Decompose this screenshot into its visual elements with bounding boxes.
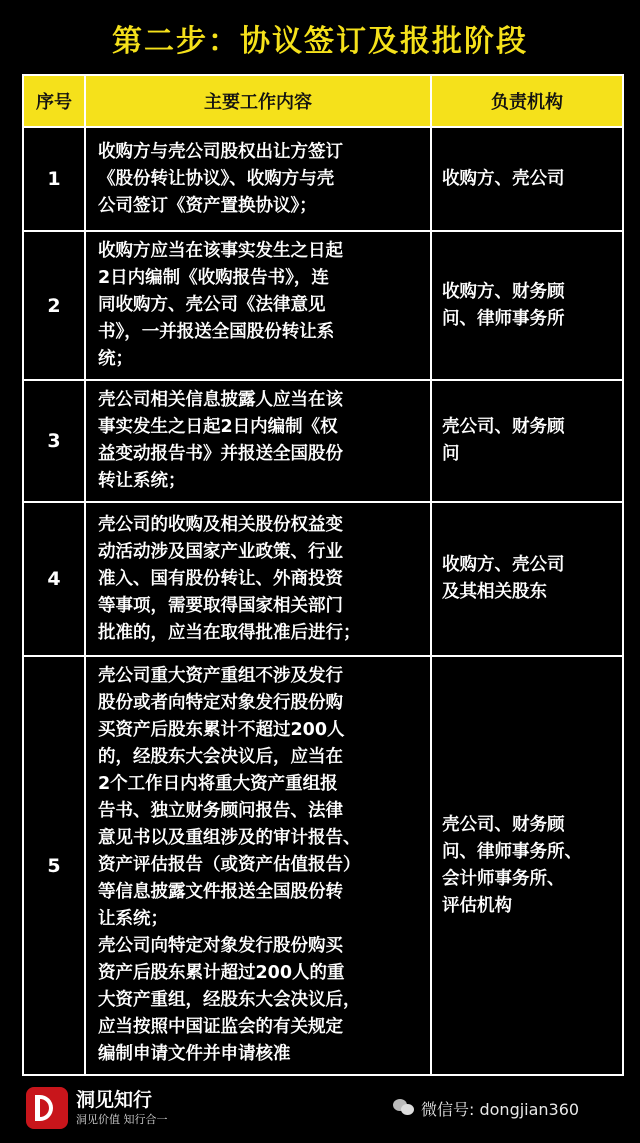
- row-index: 1: [23, 127, 85, 231]
- header-org: 负责机构: [431, 75, 623, 127]
- page-title: 第二步：协议签订及报批阶段: [112, 24, 528, 59]
- row-index: 4: [23, 502, 85, 656]
- row-content: 收购方应当在该事实发生之日起 2日内编制《收购报告书》，连 同收购方、壳公司《法律意见 书》，一并报送全国股份转让系 统；: [85, 231, 431, 380]
- header-content: 主要工作内容: [85, 75, 431, 127]
- brand-d-icon: [26, 1087, 68, 1129]
- brand-logo: [26, 1082, 196, 1134]
- brand-name: 洞见知行: [76, 1089, 153, 1111]
- row-org: 壳公司、财务顾 问: [431, 380, 623, 502]
- table-header-row: [23, 75, 623, 127]
- row-index: 2: [23, 231, 85, 380]
- header-index: 序号: [23, 75, 85, 127]
- row-org: 收购方、壳公司 及其相关股东: [431, 502, 623, 656]
- table-row: [23, 656, 623, 1075]
- wechat-icon: [393, 1099, 415, 1117]
- row-content: 壳公司相关信息披露人应当在该 事实发生之日起2日内编制《权 益变动报告书》并报送全国股份 转让系统；: [85, 380, 431, 502]
- wechat-id: [393, 1096, 579, 1120]
- row-content: 壳公司重大资产重组不涉及发行 股份或者向特定对象发行股份购 买资产后股东累计不超过200人 的，经股东大会决议后，应当在 2个工作日内将重大资产重组报 告书、独立财务顾问报告、法律 意见书以及重组涉及的审计报告、 资产评估报告（或资产估值报告） 等信息披露文件报送全国股份转 让系统； 壳公司向特定对象发行股份购买 资产后股东累计超过200人的重 大资产重组，经股东大会决议后， 应当按照中国证监会的有关规定 编制申请文件并申请核准: [85, 656, 431, 1075]
- row-org: 收购方、财务顾 问、律师事务所: [431, 231, 623, 380]
- row-content: 收购方与壳公司股权出让方签订 《股份转让协议》、收购方与壳 公司签订《资产置换协议》；: [85, 127, 431, 231]
- table-row: [23, 231, 623, 380]
- table-row: [23, 127, 623, 231]
- row-org: 壳公司、财务顾 问、律师事务所、 会计师事务所、 评估机构: [431, 656, 623, 1075]
- wechat-text: 微信号: dongjian360: [421, 1099, 580, 1119]
- row-index: 5: [23, 656, 85, 1075]
- table-row: [23, 380, 623, 502]
- row-content: 壳公司的收购及相关股份权益变 动活动涉及国家产业政策、行业 准入、国有股份转让、外商投资 等事项，需要取得国家相关部门 批准的，应当在取得批准后进行；: [85, 502, 431, 656]
- table-row: [23, 502, 623, 656]
- row-index: 3: [23, 380, 85, 502]
- row-org: 收购方、壳公司: [431, 127, 623, 231]
- brand-slogan: 洞见价值 知行合一: [76, 1113, 168, 1126]
- process-table: [22, 74, 624, 1076]
